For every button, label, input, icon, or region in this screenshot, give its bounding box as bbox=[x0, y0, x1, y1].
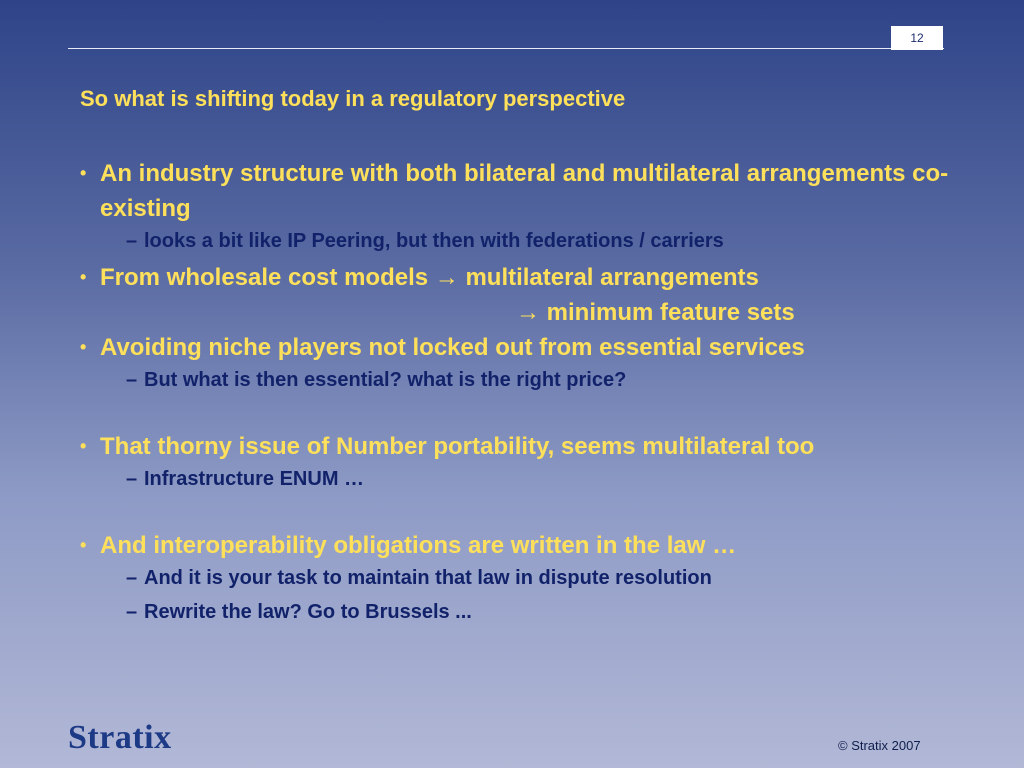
bullet-text: That thorny issue of Number portability, seems multilateral too bbox=[100, 433, 815, 460]
sub-bullet-text: Rewrite the law? Go to Brussels ... bbox=[144, 601, 472, 623]
stratix-logo: Stratix bbox=[68, 719, 172, 756]
dash-icon: – bbox=[126, 230, 138, 252]
bullet-icon: • bbox=[80, 337, 87, 357]
slide-title: So what is shifting today in a regulatory perspective bbox=[80, 86, 626, 111]
sub-bullet-enum bbox=[80, 464, 980, 494]
bullet-icon: • bbox=[80, 436, 87, 456]
bullet-icon: • bbox=[80, 163, 87, 183]
sub-bullet-text: looks a bit like IP Peering, but then with federations / carriers bbox=[144, 230, 724, 252]
sub-bullet-text: And it is your task to maintain that law in dispute resolution bbox=[144, 567, 712, 589]
bullet-niche-players bbox=[80, 330, 980, 365]
sub-bullet-dispute-resolution bbox=[80, 563, 980, 593]
bullet-number-portability bbox=[80, 429, 980, 464]
sub-bullet-ip-peering bbox=[80, 226, 980, 256]
bullet-text: minimum feature sets bbox=[546, 299, 795, 326]
dash-icon: – bbox=[126, 601, 138, 623]
bullet-interoperability bbox=[80, 528, 980, 563]
dash-icon: – bbox=[126, 468, 138, 490]
header-divider bbox=[68, 48, 944, 49]
page-number: 12 bbox=[891, 26, 943, 50]
right-arrow-icon: → bbox=[516, 299, 540, 326]
bullet-text: multilateral arrangements bbox=[465, 264, 759, 291]
sub-bullet-essential bbox=[80, 365, 980, 395]
dash-icon: – bbox=[126, 567, 138, 589]
sub-bullet-brussels bbox=[80, 597, 980, 627]
bullet-industry-structure bbox=[80, 156, 980, 226]
sub-bullet-text: Infrastructure ENUM … bbox=[144, 468, 365, 490]
bullet-text: An industry structure with both bilateral and multilateral arrangements co-existing bbox=[100, 160, 949, 222]
sub-bullet-text: But what is then essential? what is the right price? bbox=[144, 369, 627, 391]
slide-content bbox=[80, 156, 980, 627]
bullet-text: From wholesale cost models bbox=[100, 264, 429, 291]
bullet-wholesale-cost bbox=[80, 260, 980, 330]
right-arrow-icon: → bbox=[434, 264, 459, 291]
bullet-icon: • bbox=[80, 535, 87, 555]
bullet-text: Avoiding niche players not locked out from essential services bbox=[100, 334, 805, 361]
copyright-notice: © Stratix 2007 bbox=[838, 738, 921, 753]
dash-icon: – bbox=[126, 369, 138, 391]
bullet-icon: • bbox=[80, 267, 87, 287]
bullet-text: And interoperability obligations are written in the law … bbox=[100, 532, 737, 559]
